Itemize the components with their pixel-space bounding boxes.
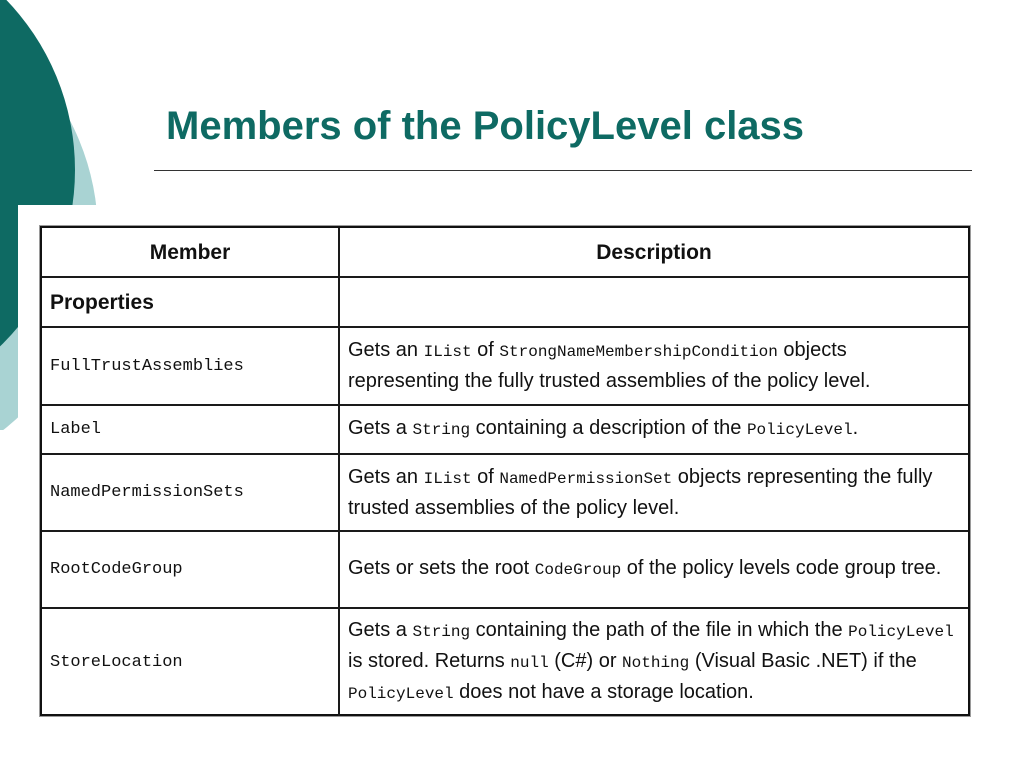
description-text: Gets a — [348, 417, 413, 439]
description-text: Gets an — [348, 465, 424, 488]
table-row — [42, 531, 968, 608]
description-text: of the policy levels code group tree. — [621, 557, 942, 579]
member-name-cell: StoreLocation — [42, 608, 339, 716]
member-name-cell: RootCodeGroup — [42, 531, 339, 608]
description-text: of — [471, 465, 500, 488]
table-row — [42, 608, 968, 716]
properties-section-label: Properties — [42, 277, 339, 327]
description-text: Gets an — [348, 339, 424, 361]
code-text: PolicyLevel — [348, 685, 454, 703]
member-description-cell — [339, 608, 968, 716]
description-column-header: Description — [339, 228, 968, 277]
code-text: String — [412, 421, 471, 439]
slide-title: Members of the PolicyLevel class — [166, 104, 805, 148]
members-table — [42, 228, 968, 716]
member-description-cell — [339, 327, 968, 405]
member-description-cell — [339, 405, 968, 454]
code-text: NamedPermissionSet — [499, 469, 673, 488]
description-text: (Visual Basic .NET) if the — [689, 650, 917, 672]
member-name-cell: NamedPermissionSets — [42, 454, 339, 531]
code-text: StrongNameMembershipCondition — [499, 343, 778, 361]
section-empty-cell — [339, 277, 968, 327]
description-text: is stored. Returns — [348, 650, 511, 672]
table-row — [42, 405, 968, 454]
code-text: IList — [423, 343, 472, 361]
description-text: objects representing the fully trusted assemblies of the policy level. — [348, 465, 933, 519]
description-text: (C#) or — [548, 650, 623, 672]
member-name-cell: Label — [42, 405, 339, 454]
code-text: Nothing — [622, 654, 690, 672]
code-text: PolicyLevel — [848, 623, 954, 641]
description-text: Gets or sets the root — [348, 557, 535, 579]
member-description-cell — [339, 531, 968, 608]
code-text: PolicyLevel — [746, 421, 853, 439]
code-text: CodeGroup — [534, 561, 622, 579]
description-text: . — [852, 417, 859, 439]
description-text: containing a description of the — [470, 417, 747, 439]
header-row — [42, 228, 968, 277]
code-text: IList — [423, 469, 472, 488]
description-text: does not have a storage location. — [453, 681, 754, 703]
table-row — [42, 327, 968, 405]
section-row — [42, 277, 968, 327]
description-text: Gets a — [348, 619, 413, 641]
code-text: String — [412, 623, 471, 641]
description-text: of — [471, 339, 500, 361]
member-name-cell: FullTrustAssemblies — [42, 327, 339, 405]
member-column-header: Member — [42, 228, 339, 277]
members-table-container — [40, 226, 970, 716]
member-description-cell — [339, 454, 968, 531]
table-row — [42, 454, 968, 531]
description-text: objects representing the fully trusted assemblies of the policy level. — [348, 339, 871, 392]
description-text: containing the path of the file in which the — [470, 619, 849, 641]
code-text: null — [510, 654, 549, 672]
title-underline — [154, 170, 972, 171]
